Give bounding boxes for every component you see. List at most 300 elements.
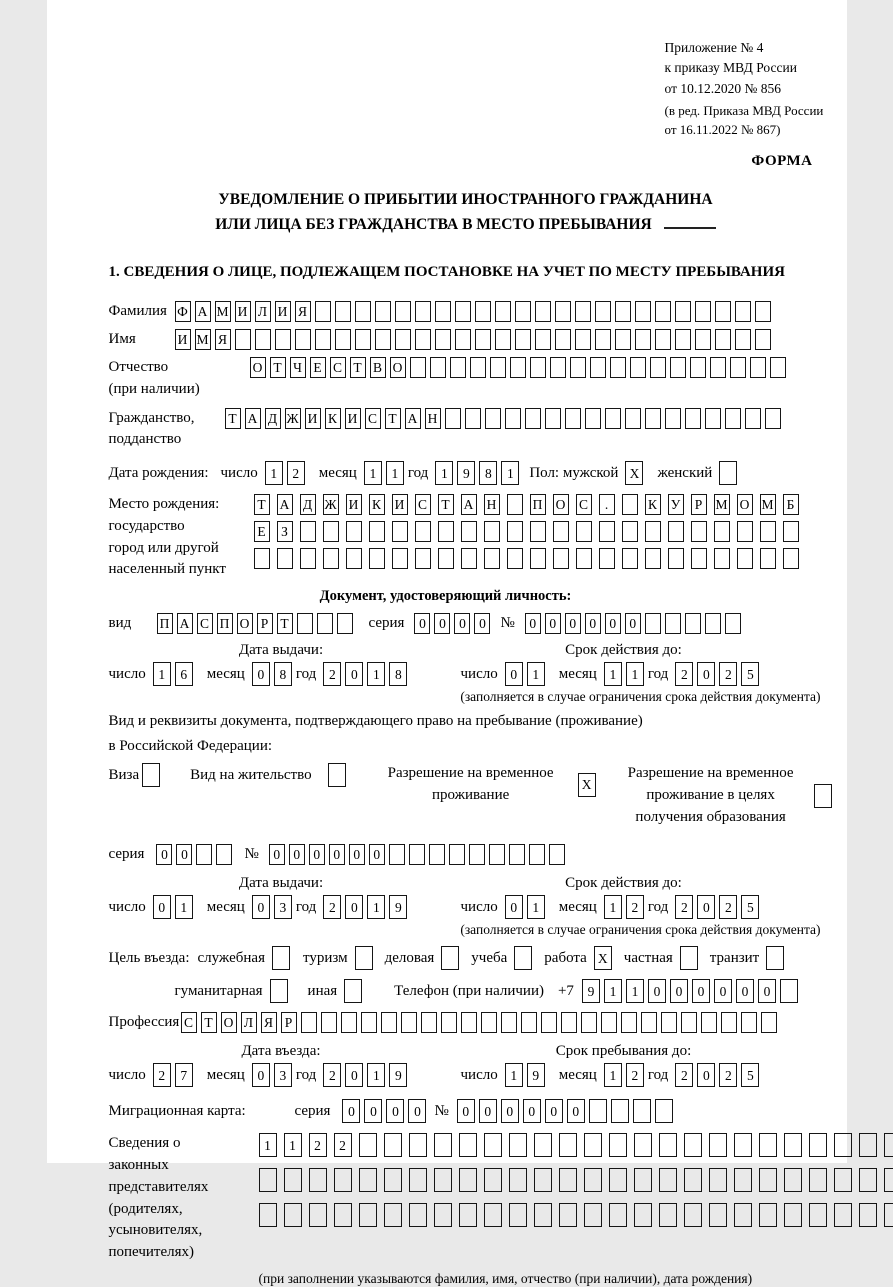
char-box[interactable] [535, 329, 551, 350]
char-box[interactable]: X [578, 773, 596, 797]
char-box[interactable] [395, 301, 411, 322]
char-box[interactable]: Б [783, 494, 799, 515]
char-box[interactable] [809, 1133, 827, 1157]
char-box[interactable] [341, 1012, 357, 1033]
char-box[interactable] [884, 1133, 893, 1157]
char-box[interactable] [784, 1168, 802, 1192]
char-box[interactable]: Т [350, 357, 366, 378]
char-box[interactable]: 3 [274, 1063, 292, 1087]
char-box[interactable] [301, 1012, 317, 1033]
char-box[interactable]: З [277, 521, 293, 542]
char-box[interactable] [435, 329, 451, 350]
char-box[interactable] [625, 408, 641, 429]
char-box[interactable] [421, 1012, 437, 1033]
char-box[interactable] [315, 329, 331, 350]
char-box[interactable] [359, 1133, 377, 1157]
char-box[interactable] [297, 613, 313, 634]
char-box[interactable]: 0 [567, 1099, 585, 1123]
char-box[interactable] [430, 357, 446, 378]
char-box[interactable] [730, 357, 746, 378]
char-box[interactable] [321, 1012, 337, 1033]
char-box[interactable] [323, 548, 339, 569]
char-box[interactable] [575, 301, 591, 322]
char-box[interactable]: А [177, 613, 193, 634]
char-box[interactable] [584, 1168, 602, 1192]
char-box[interactable] [484, 521, 500, 542]
char-box[interactable]: 1 [284, 1133, 302, 1157]
char-box[interactable] [634, 1203, 652, 1227]
char-box[interactable]: 0 [434, 613, 450, 634]
char-box[interactable]: 2 [719, 1063, 737, 1087]
char-box[interactable] [659, 1203, 677, 1227]
char-box[interactable] [484, 548, 500, 569]
char-box[interactable] [759, 1203, 777, 1227]
char-box[interactable] [809, 1168, 827, 1192]
char-box[interactable] [455, 301, 471, 322]
char-box[interactable]: Р [257, 613, 273, 634]
char-box[interactable] [734, 1203, 752, 1227]
char-box[interactable] [272, 946, 290, 970]
char-box[interactable]: 0 [670, 979, 688, 1003]
char-box[interactable]: М [714, 494, 730, 515]
char-box[interactable] [710, 357, 726, 378]
char-box[interactable] [765, 408, 781, 429]
char-box[interactable]: Ч [290, 357, 306, 378]
char-box[interactable] [570, 357, 586, 378]
char-box[interactable]: 3 [274, 895, 292, 919]
char-box[interactable] [609, 1133, 627, 1157]
char-box[interactable]: И [275, 301, 291, 322]
char-box[interactable]: 0 [342, 1099, 360, 1123]
char-box[interactable]: 0 [345, 1063, 363, 1087]
char-box[interactable]: 0 [625, 613, 641, 634]
char-box[interactable]: Ж [323, 494, 339, 515]
char-box[interactable]: 0 [345, 895, 363, 919]
char-box[interactable] [521, 1012, 537, 1033]
char-box[interactable] [584, 1203, 602, 1227]
char-box[interactable]: 9 [389, 895, 407, 919]
char-box[interactable] [359, 1168, 377, 1192]
char-box[interactable]: 9 [457, 461, 475, 485]
char-box[interactable]: Л [255, 301, 271, 322]
char-box[interactable]: С [576, 494, 592, 515]
char-box[interactable] [599, 548, 615, 569]
char-box[interactable]: М [195, 329, 211, 350]
char-box[interactable] [337, 613, 353, 634]
char-box[interactable] [323, 521, 339, 542]
char-box[interactable]: 0 [479, 1099, 497, 1123]
char-box[interactable] [334, 1203, 352, 1227]
char-box[interactable]: 0 [349, 844, 365, 865]
char-box[interactable]: 5 [741, 895, 759, 919]
char-box[interactable] [645, 521, 661, 542]
char-box[interactable]: 2 [309, 1133, 327, 1157]
char-box[interactable]: 1 [386, 461, 404, 485]
char-box[interactable] [783, 521, 799, 542]
char-box[interactable] [375, 329, 391, 350]
char-box[interactable]: И [346, 494, 362, 515]
char-box[interactable] [615, 301, 631, 322]
char-box[interactable] [300, 521, 316, 542]
char-box[interactable]: 0 [736, 979, 754, 1003]
char-box[interactable]: А [461, 494, 477, 515]
char-box[interactable]: И [305, 408, 321, 429]
char-box[interactable]: 0 [289, 844, 305, 865]
char-box[interactable] [530, 548, 546, 569]
char-box[interactable] [737, 521, 753, 542]
char-box[interactable] [438, 548, 454, 569]
char-box[interactable] [515, 301, 531, 322]
char-box[interactable]: А [195, 301, 211, 322]
char-box[interactable] [783, 548, 799, 569]
char-box[interactable] [668, 548, 684, 569]
char-box[interactable] [254, 548, 270, 569]
char-box[interactable]: 0 [156, 844, 172, 865]
char-box[interactable] [335, 301, 351, 322]
char-box[interactable]: 0 [454, 613, 470, 634]
char-box[interactable] [609, 1168, 627, 1192]
char-box[interactable] [590, 357, 606, 378]
char-box[interactable] [465, 408, 481, 429]
char-box[interactable] [415, 329, 431, 350]
char-box[interactable] [668, 521, 684, 542]
char-box[interactable]: 2 [323, 662, 341, 686]
char-box[interactable]: 1 [604, 979, 622, 1003]
char-box[interactable]: 0 [697, 662, 715, 686]
char-box[interactable] [784, 1203, 802, 1227]
char-box[interactable]: 0 [408, 1099, 426, 1123]
char-box[interactable] [665, 408, 681, 429]
char-box[interactable]: Ж [285, 408, 301, 429]
char-box[interactable]: 1 [604, 895, 622, 919]
char-box[interactable] [595, 329, 611, 350]
char-box[interactable]: 0 [697, 895, 715, 919]
char-box[interactable] [485, 408, 501, 429]
char-box[interactable]: 0 [505, 662, 523, 686]
char-box[interactable]: И [175, 329, 191, 350]
char-box[interactable] [633, 1099, 651, 1123]
char-box[interactable] [610, 357, 626, 378]
char-box[interactable] [659, 1168, 677, 1192]
char-box[interactable]: 0 [565, 613, 581, 634]
char-box[interactable]: 0 [714, 979, 732, 1003]
char-box[interactable] [601, 1012, 617, 1033]
char-box[interactable] [555, 301, 571, 322]
char-box[interactable]: М [215, 301, 231, 322]
char-box[interactable] [277, 548, 293, 569]
char-box[interactable] [401, 1012, 417, 1033]
char-box[interactable] [661, 1012, 677, 1033]
char-box[interactable]: В [370, 357, 386, 378]
char-box[interactable]: 0 [269, 844, 285, 865]
char-box[interactable] [461, 521, 477, 542]
char-box[interactable] [714, 521, 730, 542]
char-box[interactable] [559, 1203, 577, 1227]
char-box[interactable]: 1 [626, 979, 644, 1003]
char-box[interactable] [529, 844, 545, 865]
char-box[interactable]: А [277, 494, 293, 515]
char-box[interactable] [734, 1168, 752, 1192]
char-box[interactable] [715, 329, 731, 350]
char-box[interactable]: Д [300, 494, 316, 515]
char-box[interactable] [621, 1012, 637, 1033]
char-box[interactable] [622, 521, 638, 542]
char-box[interactable] [309, 1168, 327, 1192]
char-box[interactable] [328, 763, 346, 787]
char-box[interactable] [355, 329, 371, 350]
char-box[interactable] [635, 301, 651, 322]
char-box[interactable] [884, 1203, 893, 1227]
char-box[interactable]: 2 [675, 895, 693, 919]
char-box[interactable] [760, 521, 776, 542]
char-box[interactable] [701, 1012, 717, 1033]
char-box[interactable] [622, 548, 638, 569]
char-box[interactable]: 9 [582, 979, 600, 1003]
char-box[interactable] [581, 1012, 597, 1033]
char-box[interactable]: 9 [527, 1063, 545, 1087]
char-box[interactable] [410, 357, 426, 378]
char-box[interactable]: 2 [287, 461, 305, 485]
char-box[interactable]: 1 [435, 461, 453, 485]
char-box[interactable] [309, 1203, 327, 1227]
char-box[interactable] [645, 548, 661, 569]
char-box[interactable] [834, 1133, 852, 1157]
char-box[interactable] [216, 844, 232, 865]
char-box[interactable]: Т [277, 613, 293, 634]
char-box[interactable]: 2 [153, 1063, 171, 1087]
char-box[interactable]: У [668, 494, 684, 515]
char-box[interactable] [484, 1133, 502, 1157]
char-box[interactable] [295, 329, 311, 350]
char-box[interactable] [561, 1012, 577, 1033]
char-box[interactable]: 0 [501, 1099, 519, 1123]
char-box[interactable] [534, 1203, 552, 1227]
char-box[interactable]: 8 [274, 662, 292, 686]
char-box[interactable] [655, 301, 671, 322]
char-box[interactable] [780, 979, 798, 1003]
char-box[interactable]: Т [270, 357, 286, 378]
char-box[interactable]: А [405, 408, 421, 429]
char-box[interactable]: 5 [741, 662, 759, 686]
char-box[interactable]: 0 [692, 979, 710, 1003]
char-box[interactable] [415, 301, 431, 322]
char-box[interactable] [760, 548, 776, 569]
char-box[interactable]: О [250, 357, 266, 378]
char-box[interactable] [514, 946, 532, 970]
char-box[interactable]: 1 [175, 895, 193, 919]
char-box[interactable] [459, 1168, 477, 1192]
char-box[interactable]: 0 [523, 1099, 541, 1123]
char-box[interactable] [438, 521, 454, 542]
char-box[interactable]: 1 [501, 461, 519, 485]
char-box[interactable] [445, 408, 461, 429]
char-box[interactable] [745, 408, 761, 429]
char-box[interactable] [549, 844, 565, 865]
char-box[interactable] [507, 548, 523, 569]
char-box[interactable]: 5 [741, 1063, 759, 1087]
char-box[interactable]: 6 [175, 662, 193, 686]
char-box[interactable] [355, 946, 373, 970]
char-box[interactable] [559, 1133, 577, 1157]
char-box[interactable]: Р [281, 1012, 297, 1033]
char-box[interactable] [641, 1012, 657, 1033]
char-box[interactable]: 1 [527, 662, 545, 686]
char-box[interactable]: Т [385, 408, 401, 429]
char-box[interactable]: 0 [345, 662, 363, 686]
char-box[interactable] [709, 1203, 727, 1227]
char-box[interactable] [361, 1012, 377, 1033]
char-box[interactable] [859, 1168, 877, 1192]
char-box[interactable] [535, 301, 551, 322]
char-box[interactable] [576, 548, 592, 569]
char-box[interactable] [434, 1133, 452, 1157]
char-box[interactable] [715, 301, 731, 322]
char-box[interactable] [834, 1203, 852, 1227]
char-box[interactable] [369, 548, 385, 569]
char-box[interactable] [725, 408, 741, 429]
char-box[interactable] [670, 357, 686, 378]
char-box[interactable] [510, 357, 526, 378]
char-box[interactable] [355, 301, 371, 322]
char-box[interactable] [459, 1203, 477, 1227]
char-box[interactable] [259, 1203, 277, 1227]
char-box[interactable] [507, 494, 523, 515]
char-box[interactable] [409, 1168, 427, 1192]
char-box[interactable]: О [553, 494, 569, 515]
char-box[interactable]: 2 [334, 1133, 352, 1157]
char-box[interactable] [559, 1168, 577, 1192]
char-box[interactable] [525, 408, 541, 429]
char-box[interactable]: П [157, 613, 173, 634]
char-box[interactable] [609, 1203, 627, 1227]
char-box[interactable] [645, 613, 661, 634]
char-box[interactable] [335, 329, 351, 350]
char-box[interactable] [346, 548, 362, 569]
char-box[interactable]: 1 [367, 662, 385, 686]
char-box[interactable] [784, 1133, 802, 1157]
char-box[interactable] [565, 408, 581, 429]
char-box[interactable] [505, 408, 521, 429]
char-box[interactable] [809, 1203, 827, 1227]
char-box[interactable]: 2 [719, 895, 737, 919]
char-box[interactable]: Е [254, 521, 270, 542]
char-box[interactable]: Я [295, 301, 311, 322]
char-box[interactable]: А [245, 408, 261, 429]
char-box[interactable] [434, 1203, 452, 1227]
char-box[interactable]: Ф [175, 301, 191, 322]
char-box[interactable] [435, 301, 451, 322]
char-box[interactable]: 0 [176, 844, 192, 865]
char-box[interactable]: 0 [369, 844, 385, 865]
char-box[interactable] [375, 301, 391, 322]
char-box[interactable]: П [217, 613, 233, 634]
char-box[interactable] [695, 301, 711, 322]
char-box[interactable] [630, 357, 646, 378]
char-box[interactable] [725, 613, 741, 634]
char-box[interactable]: 1 [265, 461, 283, 485]
char-box[interactable] [690, 357, 706, 378]
char-box[interactable]: 2 [675, 662, 693, 686]
char-box[interactable] [553, 521, 569, 542]
char-box[interactable]: 1 [626, 662, 644, 686]
char-box[interactable] [409, 1203, 427, 1227]
char-box[interactable]: 0 [386, 1099, 404, 1123]
char-box[interactable] [395, 329, 411, 350]
char-box[interactable]: П [530, 494, 546, 515]
char-box[interactable] [691, 521, 707, 542]
char-box[interactable]: К [645, 494, 661, 515]
char-box[interactable] [415, 548, 431, 569]
char-box[interactable]: О [737, 494, 753, 515]
char-box[interactable] [530, 521, 546, 542]
char-box[interactable] [509, 1133, 527, 1157]
char-box[interactable] [475, 329, 491, 350]
char-box[interactable] [470, 357, 486, 378]
char-box[interactable] [737, 548, 753, 569]
char-box[interactable] [515, 329, 531, 350]
char-box[interactable] [599, 521, 615, 542]
char-box[interactable] [553, 548, 569, 569]
char-box[interactable] [759, 1168, 777, 1192]
char-box[interactable]: С [365, 408, 381, 429]
char-box[interactable] [680, 946, 698, 970]
char-box[interactable]: Д [265, 408, 281, 429]
char-box[interactable]: С [415, 494, 431, 515]
char-box[interactable]: Н [484, 494, 500, 515]
char-box[interactable]: М [760, 494, 776, 515]
char-box[interactable]: 0 [505, 895, 523, 919]
char-box[interactable]: Р [691, 494, 707, 515]
char-box[interactable] [859, 1133, 877, 1157]
char-box[interactable] [475, 301, 491, 322]
char-box[interactable]: 2 [626, 1063, 644, 1087]
char-box[interactable] [384, 1168, 402, 1192]
char-box[interactable]: О [390, 357, 406, 378]
char-box[interactable]: Т [225, 408, 241, 429]
char-box[interactable] [721, 1012, 737, 1033]
char-box[interactable]: 0 [309, 844, 325, 865]
char-box[interactable] [735, 301, 751, 322]
char-box[interactable] [665, 613, 681, 634]
char-box[interactable] [409, 1133, 427, 1157]
char-box[interactable]: 0 [605, 613, 621, 634]
char-box[interactable] [507, 521, 523, 542]
char-box[interactable] [675, 301, 691, 322]
char-box[interactable]: И [235, 301, 251, 322]
char-box[interactable]: 1 [527, 895, 545, 919]
char-box[interactable] [344, 979, 362, 1003]
char-box[interactable]: 1 [153, 662, 171, 686]
char-box[interactable] [585, 408, 601, 429]
char-box[interactable] [484, 1203, 502, 1227]
char-box[interactable] [545, 408, 561, 429]
char-box[interactable]: 2 [675, 1063, 693, 1087]
char-box[interactable]: 0 [153, 895, 171, 919]
char-box[interactable] [755, 301, 771, 322]
char-box[interactable] [755, 329, 771, 350]
char-box[interactable] [555, 329, 571, 350]
char-box[interactable] [530, 357, 546, 378]
char-box[interactable] [369, 521, 385, 542]
char-box[interactable]: 7 [175, 1063, 193, 1087]
char-box[interactable] [434, 1168, 452, 1192]
char-box[interactable] [359, 1203, 377, 1227]
char-box[interactable] [659, 1133, 677, 1157]
char-box[interactable]: 0 [252, 1063, 270, 1087]
char-box[interactable] [469, 844, 485, 865]
char-box[interactable] [259, 1168, 277, 1192]
char-box[interactable]: 1 [259, 1133, 277, 1157]
